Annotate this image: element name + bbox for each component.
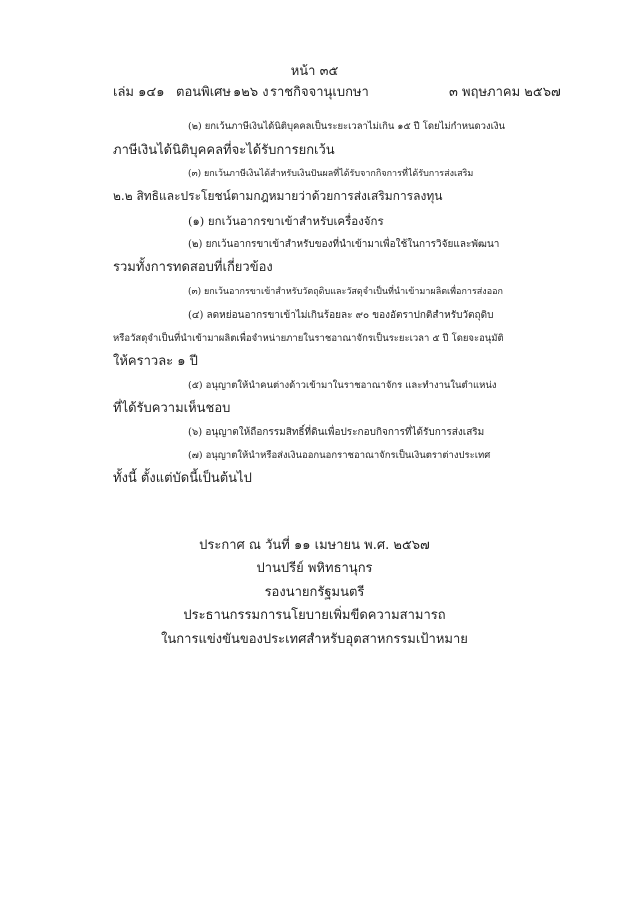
body-line: ที่ได้รับความเห็นชอบ: [113, 401, 231, 416]
body-line: (๕) อนุญาตให้นำคนต่างด้าวเข้ามาในราชอาณาจักร และทำงานในตำแหน่ง: [188, 380, 497, 391]
body-line: ให้คราวละ ๑ ปี: [113, 354, 198, 369]
gazette-issue-number: ๑๒๖ ง: [233, 85, 269, 100]
body-line: (๓) ยกเว้นภาษีเงินได้สำหรับเงินปันผลที่ได้รับจากกิจการที่ได้รับการส่งเสริม: [188, 169, 474, 179]
body-line: (๗) อนุญาตให้นำหรือส่งเงินออกนอกราชอาณาจักรเป็นเงินตราต่างประเทศ: [188, 450, 491, 461]
signatory-position: รองนายกรัฐมนตรี: [264, 585, 365, 600]
body-line: รวมทั้งการทดสอบที่เกี่ยวข้อง: [113, 260, 273, 275]
body-line: ทั้งนี้ ตั้งแต่บัดนี้เป็นต้นไป: [113, 471, 252, 486]
gazette-name: ราชกิจจานุเบกษา: [270, 85, 369, 100]
body-line: (๓) ยกเว้นอากรขาเข้าสำหรับวัตถุดิบและวัสดุจำเป็นที่นำเข้ามาผลิตเพื่อการส่งออก: [188, 287, 503, 297]
body-line: (๒) ยกเว้นอากรขาเข้าสำหรับของที่นำเข้ามาเพื่อใช้ในการวิจัยและพัฒนา: [188, 239, 500, 250]
signatory-role-line-2: ในการแข่งขันของประเทศสำหรับอุตสาหกรรมเป้าหมาย: [161, 632, 468, 647]
body-line: (๔) ลดหย่อนอากรขาเข้าไม่เกินร้อยละ ๙๐ ของอัตราปกติสำหรับวัตถุดิบ: [188, 310, 494, 321]
body-line: ภาษีเงินได้นิติบุคคลที่จะได้รับการยกเว้น: [113, 143, 335, 158]
signatory-role-line-1: ประธานกรรมการนโยบายเพิ่มขีดความสามารถ: [183, 608, 446, 623]
gazette-issue-type: ตอนพิเศษ: [176, 85, 231, 100]
body-line: (๒) ยกเว้นภาษีเงินได้นิติบุคคลเป็นระยะเวลาไม่เกิน ๑๕ ปี โดยไม่กำหนดวงเงิน: [188, 121, 505, 132]
announcement-date: ประกาศ ณ วันที่ ๑๑ เมษายน พ.ศ. ๒๕๖๗: [199, 538, 430, 553]
body-line: (๖) อนุญาตให้ถือกรรมสิทธิ์ที่ดินเพื่อประกอบกิจการที่ได้รับการส่งเสริม: [188, 427, 485, 438]
signatory-name: ปานปรีย์ พหิทธานุกร: [256, 561, 373, 576]
body-line: (๑) ยกเว้นอากรขาเข้าสำหรับเครื่องจักร: [188, 214, 384, 228]
body-line: หรือวัสดุจำเป็นที่นำเข้ามาผลิตเพื่อจำหน่ายภายในราชอาณาจักรเป็นระยะเวลา ๕ ปี โดยจะอนุมัติ: [113, 333, 504, 344]
gazette-volume: เล่ม ๑๔๑: [113, 85, 165, 100]
section-heading: ๒.๒ สิทธิและประโยชน์ตามกฎหมายว่าด้วยการส่งเสริมการลงทุน: [113, 189, 443, 203]
gazette-date: ๓ พฤษภาคม ๒๕๖๗: [449, 85, 561, 100]
page-number: หน้า ๓๕: [290, 64, 339, 79]
